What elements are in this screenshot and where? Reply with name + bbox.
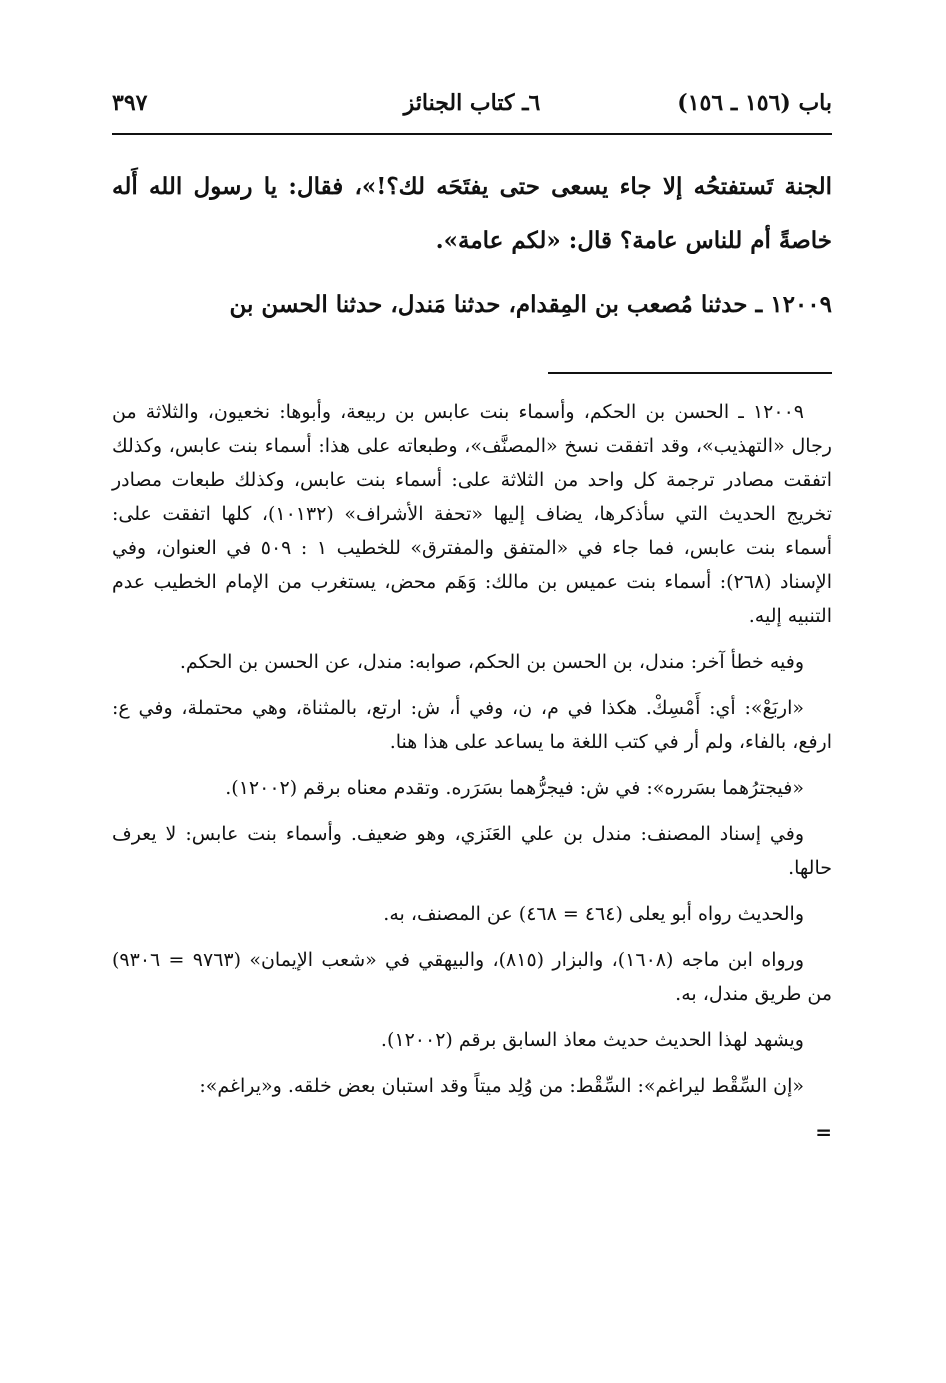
footnote-divider	[548, 372, 832, 374]
footnotes	[112, 395, 832, 1161]
footnote-paragraph: ويشهد لهذا الحديث حديث معاذ السابق برقم (١٢٠٠٢).	[380, 1029, 804, 1051]
footnote-paragraph: ورواه ابن ماجه (١٦٠٨)، والبزار (٨١٥)، والبيهقي في «شعب الإيمان» (٩٧٦٣ = ٩٣٠٦) من طريق مندل، به.	[112, 949, 832, 1005]
hadith-isnad: ١٢٠٠٩ ـ حدثنا مُصعب بن المِقدام، حدثنا مَندل، حدثنا الحسن بن	[229, 291, 832, 318]
main-text	[112, 160, 832, 332]
footnote-paragraph: والحديث رواه أبو يعلى (٤٦٤ = ٤٦٨) عن المصنف، به.	[383, 903, 804, 925]
page-number: ٣٩٧	[112, 90, 148, 116]
continuation-mark: =	[815, 1120, 832, 1144]
footnote-paragraph: «فيجترُهما بسَرره»: في ش: فيجرُّهما بسَرَره. وتقدم معناه برقم (١٢٠٠٢).	[225, 777, 804, 799]
footnote-paragraph: وفي إسناد المصنف: مندل بن علي العَنَزي، وهو ضعيف. وأسماء بنت عابس: لا يعرف حالها.	[112, 823, 832, 879]
footnote-paragraph: وفيه خطأ آخر: مندل، بن الحسن بن الحكم، صوابه: مندل، عن الحسن بن الحكم.	[179, 651, 804, 673]
hadith-text: الجنة تَستفتحُه إلا جاء يسعى حتى يفتَحَه لك؟!»، فقال: يا رسول الله أَله خاصةً أم للناس عامة؟ قال: «لكم عامة».	[112, 173, 832, 254]
chapter-range: باب (١٥٦ ـ ١٥٦)	[677, 90, 832, 116]
page-header	[112, 90, 832, 126]
footnote-paragraph: ١٢٠٠٩ ـ الحسن بن الحكم، وأسماء بنت عابس بن ربيعة، وأبوها: نخعيون، والثلاثة من رجال «التهذيب»، وقد اتفقت نسخ «المصنَّف»، وطبعاته على هذا: أسماء بنت عابس، وكذلك اتفقت مصادر ترجمة كل واحد من الثلاثة على: أسماء بنت عابس، وكذلك طبعات مصادر تخريج الحديث التي سأذكرها، يضاف إليها «تحفة الأشراف» (١٠١٣٢)، كلها اتفقت على: أسماء بنت عابس، فما جاء في «المتفق والمفترق» للخطيب ١ : ٥٠٩ في العنوان، وفي الإسناد (٢٦٨): أسماء بنت عميس بن مالك: وَهَم محض، يستغرب من الإمام الخطيب عدم التنبيه إليه.	[112, 401, 833, 627]
book-title: ٦ـ كتاب الجنائز	[403, 90, 541, 116]
header-divider	[112, 133, 832, 135]
footnote-paragraph: «إن السِّقْط ليراغم»: السِّقْط: من وُلِد ميتاً وقد استبان بعض خلقه. و«يراغم»:	[199, 1075, 804, 1097]
footnote-paragraph: «اربَعْ»: أي: أَمْسِكْ. هكذا في م، ن، وفي أ، ش: ارتع، بالمثناة، وهي محتملة، وفي ع: ارفع، بالفاء، ولم أر في كتب اللغة ما يساعد على هذا هنا.	[112, 697, 832, 753]
